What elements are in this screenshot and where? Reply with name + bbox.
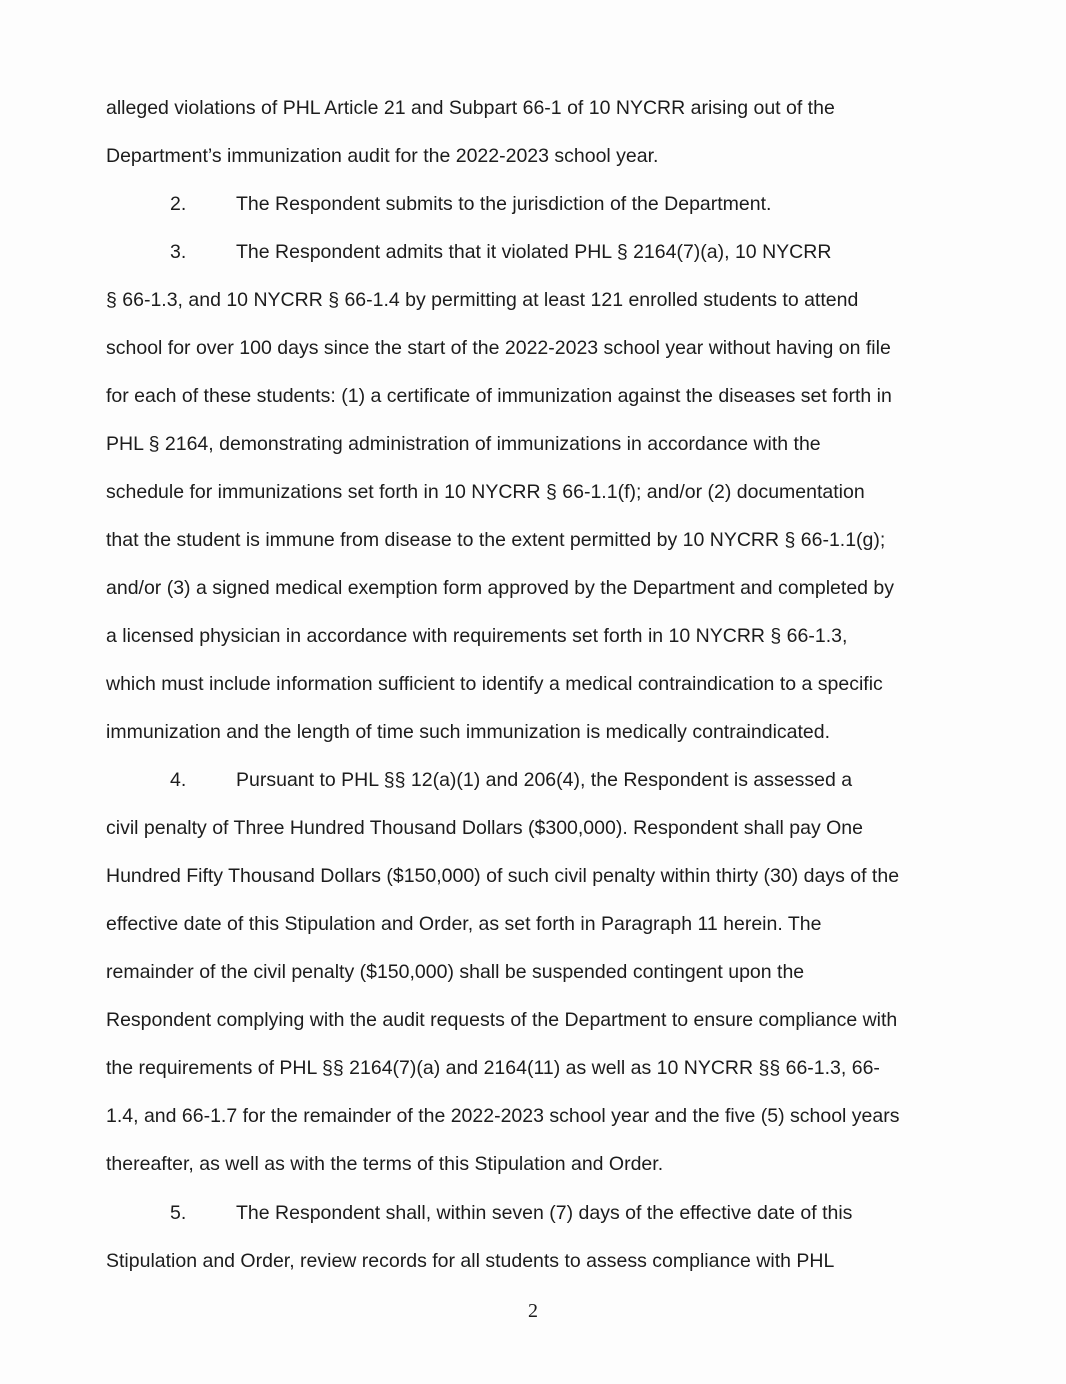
text-line: Stipulation and Order, review records for all students to assess compliance with PHL (106, 1250, 835, 1272)
text-line: school for over 100 days since the start of the 2022-2023 school year without having on file (106, 337, 891, 359)
text-line: for each of these students: (1) a certificate of immunization against the diseases set forth in (106, 385, 892, 407)
paragraph-number: 5. (170, 1202, 187, 1224)
text-line: The Respondent admits that it violated PHL § 2164(7)(a), 10 NYCRR (236, 241, 832, 263)
text-line: The Respondent shall, within seven (7) days of the effective date of this (236, 1202, 853, 1224)
paragraph-number: 2. (170, 193, 187, 215)
text-line: effective date of this Stipulation and Order, as set forth in Paragraph 11 herein. The (106, 913, 822, 935)
text-line: Respondent complying with the audit requests of the Department to ensure compliance with (106, 1009, 898, 1031)
text-line: schedule for immunizations set forth in 10 NYCRR § 66-1.1(f); and/or (2) documentation (106, 481, 865, 503)
text-line: alleged violations of PHL Article 21 and Subpart 66-1 of 10 NYCRR arising out of the (106, 97, 835, 119)
page-number: 2 (528, 1300, 538, 1322)
text-line: The Respondent submits to the jurisdiction of the Department. (236, 193, 772, 215)
text-line: PHL § 2164, demonstrating administration of immunizations in accordance with the (106, 433, 821, 455)
text-line: the requirements of PHL §§ 2164(7)(a) and 2164(11) as well as 10 NYCRR §§ 66-1.3, 66- (106, 1057, 880, 1079)
text-line: immunization and the length of time such immunization is medically contraindicated. (106, 721, 831, 743)
text-line: a licensed physician in accordance with requirements set forth in 10 NYCRR § 66-1.3, (106, 625, 848, 647)
text-line: which must include information sufficient to identify a medical contraindication to a specific (106, 673, 883, 695)
text-line: that the student is immune from disease to the extent permitted by 10 NYCRR § 66-1.1(g); (106, 529, 886, 551)
text-line: thereafter, as well as with the terms of this Stipulation and Order. (106, 1153, 664, 1175)
text-line: and/or (3) a signed medical exemption form approved by the Department and completed by (106, 577, 895, 599)
paragraph-number: 3. (170, 241, 187, 263)
text-line: Pursuant to PHL §§ 12(a)(1) and 206(4), the Respondent is assessed a (236, 769, 853, 791)
text-line: Department’s immunization audit for the 2022-2023 school year. (106, 145, 659, 167)
text-line: § 66-1.3, and 10 NYCRR § 66-1.4 by permitting at least 121 enrolled students to attend (106, 289, 859, 311)
text-line: remainder of the civil penalty ($150,000) shall be suspended contingent upon the (106, 961, 805, 983)
text-line: civil penalty of Three Hundred Thousand Dollars ($300,000). Respondent shall pay One (106, 817, 863, 839)
text-line: 1.4, and 66-1.7 for the remainder of the 2022-2023 school year and the five (5) school years (106, 1105, 900, 1127)
paragraph-number: 4. (170, 769, 187, 791)
text-line: Hundred Fifty Thousand Dollars ($150,000) of such civil penalty within thirty (30) days of the (106, 865, 900, 887)
